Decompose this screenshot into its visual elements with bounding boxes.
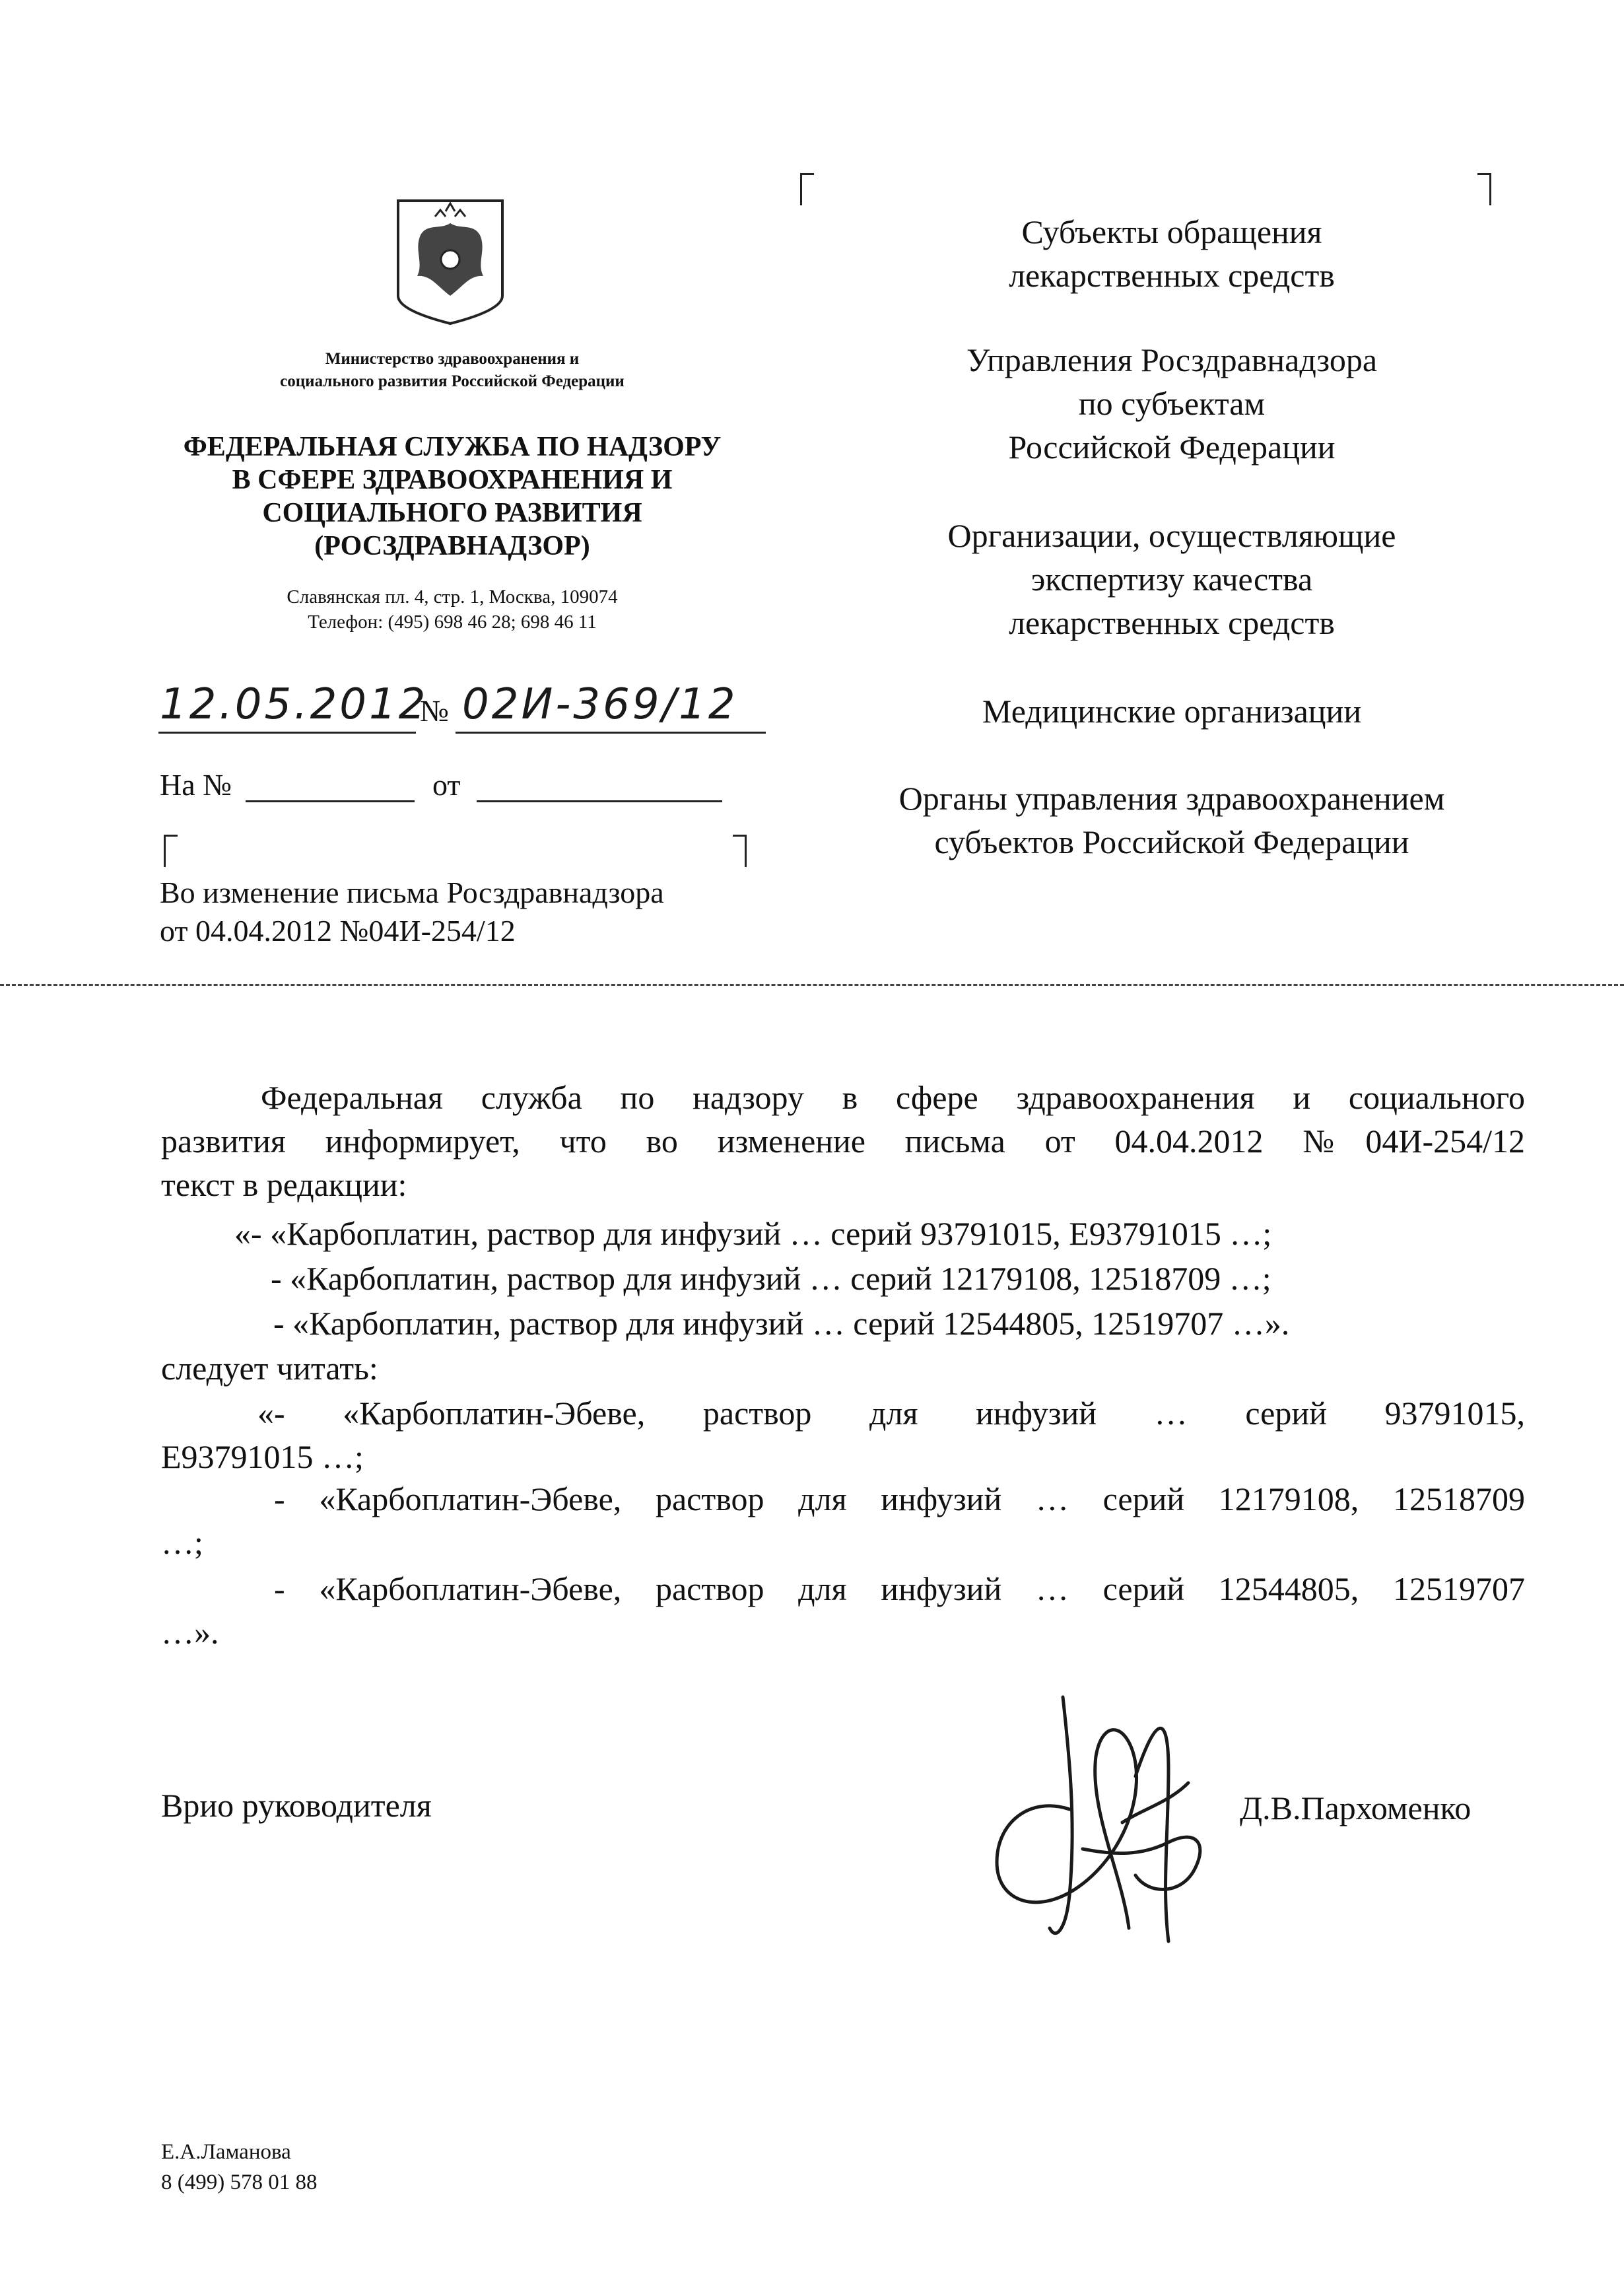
letter-date: 12.05.2012 xyxy=(160,680,428,729)
reply-number-blank xyxy=(246,800,415,802)
letter-number-label: № xyxy=(420,694,449,728)
addressee-2-line-3: Российской Федерации xyxy=(1008,429,1336,466)
service-title-line-3: СОЦИАЛЬНОГО РАЗВИТИЯ xyxy=(262,498,642,528)
body-intro-line-3: текст в редакции: xyxy=(161,1166,407,1203)
coat-of-arms-emblem xyxy=(394,197,506,326)
addressee-4-line-1: Медицинские организации xyxy=(982,693,1362,730)
header-separator xyxy=(0,984,1624,986)
addressee-3-line-1: Организации, осуществляющие xyxy=(947,517,1396,554)
new-text-line-5: - «Карбоплатин-Эбеве, раствор для инфузий … серий 12544805, 12519707 xyxy=(274,1570,1525,1607)
ministry-line-2: социального развития Российской Федерации xyxy=(280,372,625,390)
addressee-3-line-2: экспертизу качества xyxy=(1031,561,1313,598)
addressee-1-line-2: лекарственных средств xyxy=(1009,257,1335,294)
signatory-position: Врио руководителя xyxy=(161,1787,432,1824)
addressee-1-line-1: Субъекты обращения xyxy=(1021,213,1322,250)
agency-phone: Телефон: (495) 698 46 28; 698 46 11 xyxy=(308,611,597,633)
body-intro-line-1: Федеральная служба по надзору в сфере здравоохранения и социального xyxy=(261,1079,1525,1116)
subject-line-1: Во изменение письма Росздравнадзора xyxy=(160,876,664,909)
agency-address: Славянская пл. 4, стр. 1, Москва, 109074 xyxy=(287,586,618,607)
new-text-line-4: …; xyxy=(161,1524,203,1561)
new-text-line-6: …». xyxy=(161,1614,219,1651)
executor-phone: 8 (499) 578 01 88 xyxy=(161,2170,318,2194)
service-title-line-4: (РОСЗДРАВНАДЗОР) xyxy=(314,531,590,561)
addressee-2-line-2: по субъектам xyxy=(1078,385,1266,422)
old-text-line-2: - «Карбоплатин, раствор для инфузий … серий 12179108, 12518709 …; xyxy=(271,1260,1271,1297)
reply-date-blank xyxy=(477,800,722,802)
reply-date-label: от xyxy=(432,768,461,802)
old-text-line-3: - «Карбоплатин, раствор для инфузий … серий 12544805, 12519707 …». xyxy=(273,1305,1290,1342)
addressee-2-line-1: Управления Росздравнадзора xyxy=(966,341,1378,378)
new-text-line-2: Е93791015 …; xyxy=(161,1438,364,1475)
signatory-name: Д.В.Пархоменко xyxy=(1240,1789,1472,1826)
service-title-line-1: ФЕДЕРАЛЬНАЯ СЛУЖБА ПО НАДЗОРУ xyxy=(183,432,722,462)
addressee-5-line-1: Органы управления здравоохранением xyxy=(898,780,1445,817)
addressee-3-line-3: лекарственных средств xyxy=(1009,604,1335,641)
body-intro-line-2: развития информирует, что во изменение письма от 04.04.2012 №04И-254/12 xyxy=(161,1123,1525,1160)
service-title-line-2: В СФЕРЕ ЗДРАВООХРАНЕНИЯ И xyxy=(232,465,673,495)
handwritten-signature xyxy=(970,1677,1248,1955)
executor-name: Е.А.Ламанова xyxy=(161,2140,291,2164)
addressee-5-line-2: субъектов Российской Федерации xyxy=(934,823,1409,860)
old-text-line-1: «- «Карбоплатин, раствор для инфузий … серий 93791015, Е93791015 …; xyxy=(234,1215,1272,1252)
new-text-line-1: «- «Карбоплатин-Эбеве, раствор для инфузий … серий 93791015, xyxy=(257,1395,1525,1432)
reply-number-label: На № xyxy=(160,768,232,802)
ministry-line-1: Министерство здравоохранения и xyxy=(325,350,580,368)
new-text-line-3: - «Карбоплатин-Эбеве, раствор для инфузий … серий 12179108, 12518709 xyxy=(274,1480,1525,1517)
letter-number: 02И-369/12 xyxy=(462,680,738,729)
read-as-line: следует читать: xyxy=(161,1350,378,1387)
subject-line-2: от 04.04.2012 №04И-254/12 xyxy=(160,914,516,948)
